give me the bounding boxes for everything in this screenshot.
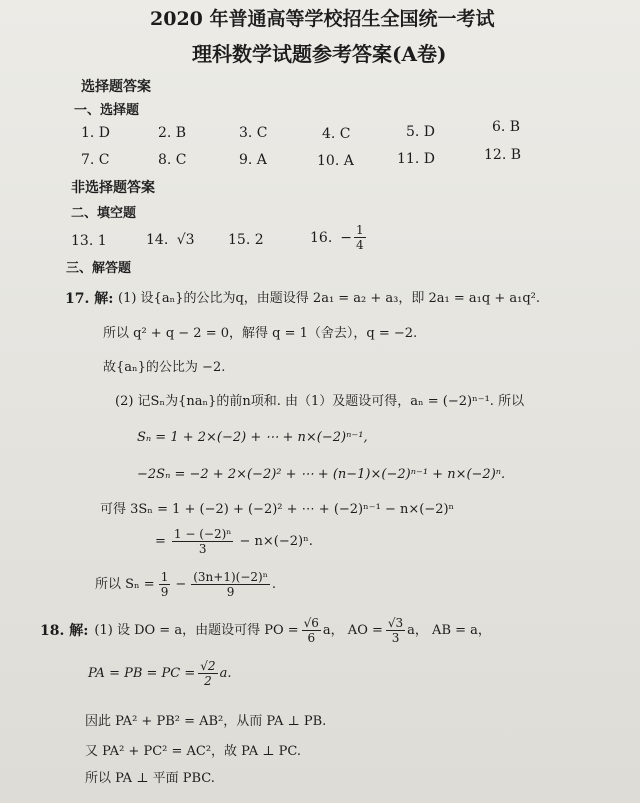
answer-9: 9. A [239, 152, 267, 168]
q18-line1 [40, 617, 491, 644]
answer-3: 3. C [239, 125, 268, 141]
fraction-denominator: 9 [226, 585, 235, 599]
q18-line3: 因此 PA² + PB² = AB²，从而 PA ⊥ PB. [85, 714, 327, 729]
fill-answer-13: 13. 1 [71, 233, 107, 249]
fraction-denominator: 6 [307, 631, 316, 645]
fraction-numerator: 1 [356, 223, 364, 237]
q17-line2: 所以 q² + q − 2 = 0，解得 q = 1（舍去），q = −2. [103, 326, 418, 341]
q17-line9-tail: . [271, 577, 277, 592]
answer-5: 5. D [406, 124, 436, 140]
exam-title: 2020 年普通高等学校招生全国统一考试 [150, 8, 495, 30]
fill-answer-16-fraction [354, 224, 366, 251]
fill-answer-16-sign: − [340, 229, 352, 246]
fraction-numerator: √2 [200, 659, 216, 673]
q17-line8-fraction [172, 528, 234, 555]
q18-line2-fraction [198, 660, 217, 687]
q18-line2-tail: a. [219, 666, 232, 681]
q17-line9 [95, 571, 276, 598]
choice-subheading: 一、选择题 [74, 103, 140, 118]
q17-line9-fraction2 [191, 571, 270, 598]
answer-2: 2. B [158, 125, 187, 141]
q17-line8-tail: − n×(−2)ⁿ. [239, 534, 313, 549]
answer-1: 1. D [81, 125, 111, 141]
fraction-denominator: 3 [198, 542, 207, 556]
answer-10: 10. A [317, 153, 354, 169]
answer-7: 7. C [81, 152, 110, 168]
fill-heading: 二、填空题 [71, 206, 137, 221]
q18-label: 18. 解: [40, 622, 89, 639]
answer-6: 6. B [492, 119, 521, 135]
solve-heading: 三、解答题 [66, 261, 132, 276]
nonchoice-heading: 非选择题答案 [71, 180, 155, 196]
choice-heading: 选择题答案 [81, 79, 151, 95]
fraction-numerator: √6 [303, 616, 319, 630]
q18-line5: 所以 PA ⊥ 平面 PBC. [85, 771, 215, 786]
q18-line1-fraction1 [302, 617, 321, 644]
fraction-numerator: 1 [160, 570, 169, 584]
fill-answer-14-value: √3 [176, 232, 195, 248]
fraction-denominator: 3 [391, 631, 400, 645]
q17-line6: −2Sₙ = −2 + 2×(−2)² + ⋯ + (n−1)×(−2)ⁿ⁻¹ + n×(−2)ⁿ. [137, 467, 506, 482]
q18-line1-fraction2 [386, 617, 405, 644]
q17-line5: Sₙ = 1 + 2×(−2) + ⋯ + n×(−2)ⁿ⁻¹, [137, 430, 368, 445]
q17-label: 17. 解: [65, 291, 114, 307]
answer-4: 4. C [322, 126, 351, 142]
q17-line9-fraction1 [159, 571, 171, 598]
q17-line7: 可得 3Sₙ = 1 + (−2) + (−2)² + ⋯ + (−2)ⁿ⁻¹ − n×(−2)ⁿ [100, 502, 455, 517]
answer-11: 11. D [397, 151, 435, 167]
q18-line2 [88, 660, 231, 687]
q17-line3: 故{aₙ}的公比为 −2. [103, 360, 226, 375]
q18-line1-mid: a， AO = [322, 623, 383, 638]
fill-answer-16 [310, 224, 368, 251]
fraction-denominator: 9 [160, 585, 169, 599]
fill-answer-14 [146, 233, 195, 247]
q17-line9-mid: − [175, 577, 187, 592]
answer-8: 8. C [158, 152, 187, 168]
fill-answer-15: 15. 2 [228, 232, 264, 248]
fraction-denominator: 4 [356, 238, 364, 252]
fraction-numerator: (3n+1)(−2)ⁿ [193, 570, 268, 584]
fraction-numerator: 1 − (−2)ⁿ [173, 527, 232, 541]
q17-line8-eq: = [155, 534, 166, 549]
q17-line4: (2) 记Sₙ为{naₙ}的前n项和. 由（1）及题设可得，aₙ = (−2)ⁿ⁻¹. 所以 [115, 394, 525, 409]
answer-12: 12. B [484, 147, 522, 163]
fill-answer-16-label: 16. [310, 229, 333, 246]
exam-subtitle: 理科数学试题参考答案(A卷) [192, 42, 447, 66]
q18-line4: 又 PA² + PC² = AC²，故 PA ⊥ PC. [85, 744, 301, 759]
q18-line1-tail: a， AB = a， [407, 623, 491, 638]
fill-answer-14-label: 14. [146, 232, 169, 248]
fraction-numerator: √3 [387, 616, 404, 630]
q18-line1-pre: (1) 设 DO = a，由题设可得 PO = [94, 623, 299, 638]
q17-line1: (1) 设{aₙ}的公比为q，由题设得 2a₁ = a₂ + a₃，即 2a₁ = a₁q + a₁q². [118, 291, 540, 306]
q17-line8 [155, 528, 313, 555]
fraction-denominator: 2 [204, 674, 212, 688]
q18-line2-pre: PA = PB = PC = [88, 666, 196, 681]
q17-line9-pre: 所以 Sₙ = [95, 577, 155, 592]
